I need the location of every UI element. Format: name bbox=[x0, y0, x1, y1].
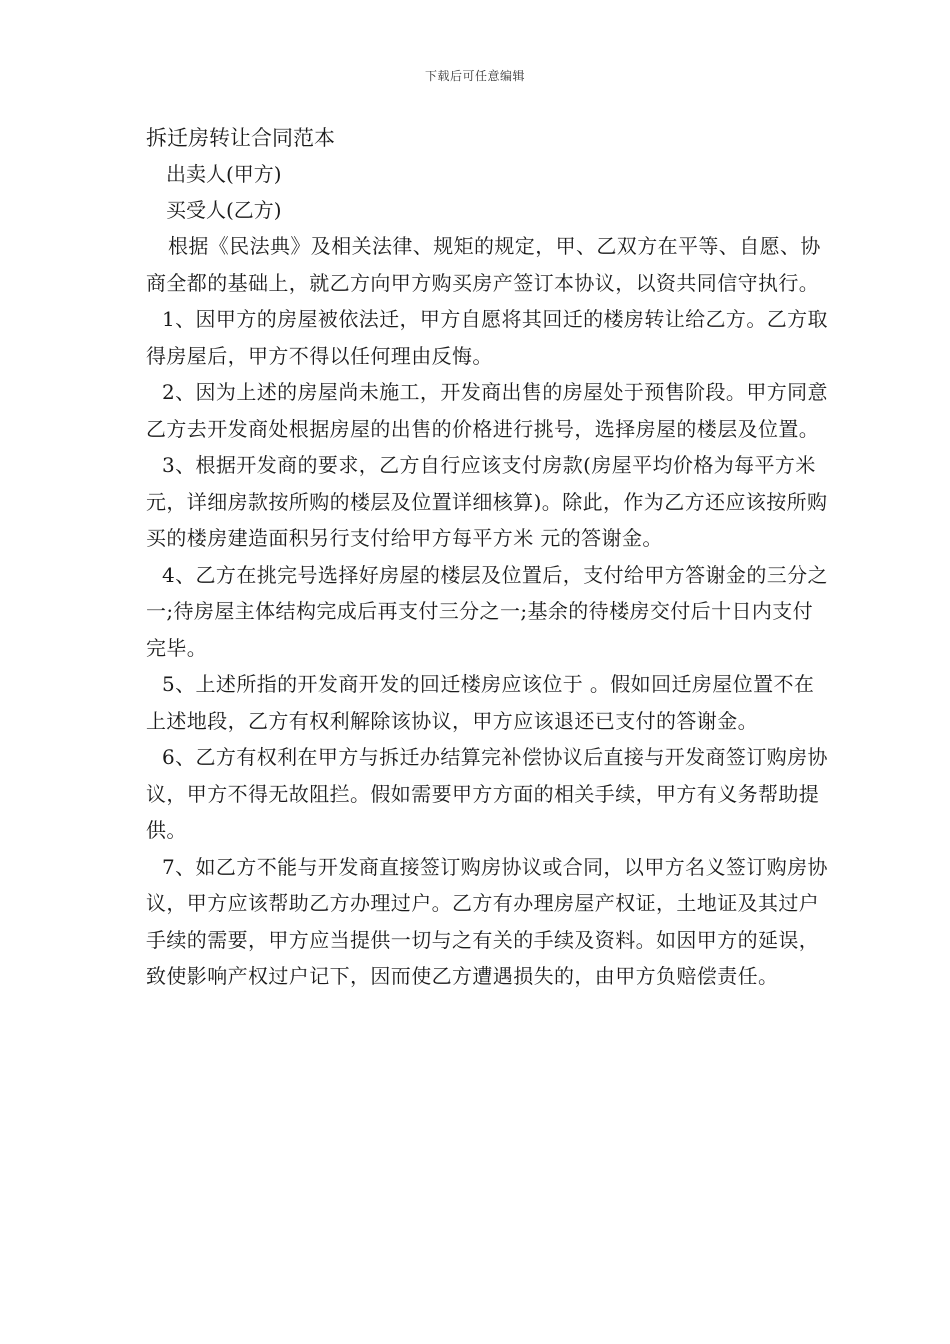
header-note: 下载后可任意编辑 bbox=[424, 69, 525, 83]
document-body bbox=[146, 120, 830, 995]
intro-paragraph: 根据《民法典》及相关法律、规矩的规定，甲、乙双方在平等、自愿、协商全都的基础上，就乙方向甲方购买房产签订本协议，以资共同信守执行。 bbox=[146, 234, 821, 295]
clause-3: 3、根据开发商的要求，乙方自行应该支付房款(房屋平均价格为每平方米 元，详细房款按所购的楼层及位置详细核算)。除此，作为乙方还应该按所购买的楼房建造面积另行支付给甲方每平方米 元的答谢金。 bbox=[146, 453, 828, 550]
clause-4: 4、乙方在挑完号选择好房屋的楼层及位置后，支付给甲方答谢金的三分之一;待房屋主体结构完成后再支付三分之一;基余的待楼房交付后十日内支付完毕。 bbox=[146, 562, 828, 660]
clause-1: 1、因甲方的房屋被依法迁，甲方自愿将其回迁的楼房转让给乙方。乙方取得房屋后，甲方不得以任何理由反悔。 bbox=[146, 307, 828, 368]
clause-6: 6、乙方有权利在甲方与拆迁办结算完补偿协议后直接与开发商签订购房协议，甲方不得无故阻拦。假如需要甲方方面的相关手续，甲方有义务帮助提供。 bbox=[146, 745, 828, 842]
clause-5: 5、上述所指的开发商开发的回迁楼房应该位于 。假如回迁房屋位置不在上述地段，乙方有权利解除该协议，甲方应该退还已支付的答谢金。 bbox=[146, 672, 815, 733]
buyer-line: 买受人(乙方) bbox=[166, 198, 282, 222]
clause-7: 7、如乙方不能与开发商直接签订购房协议或合同，以甲方名义签订购房协议，甲方应该帮助乙方办理过户。乙方有办理房屋产权证，土地证及其过户手续的需要，甲方应当提供一切与之有关的手续及资料。如因甲方的延误，致使影响产权过户记下，因而使乙方遭遇损失的，由甲方负赔偿责任。 bbox=[146, 854, 828, 988]
clause-2: 2、因为上述的房屋尚未施工，开发商出售的房屋处于预售阶段。甲方同意乙方去开发商处根据房屋的出售的价格进行挑号，选择房屋的楼层及位置。 bbox=[146, 380, 828, 441]
seller-line: 出卖人(甲方) bbox=[166, 162, 282, 186]
document-title: 拆迁房转让合同范本 bbox=[146, 126, 335, 150]
